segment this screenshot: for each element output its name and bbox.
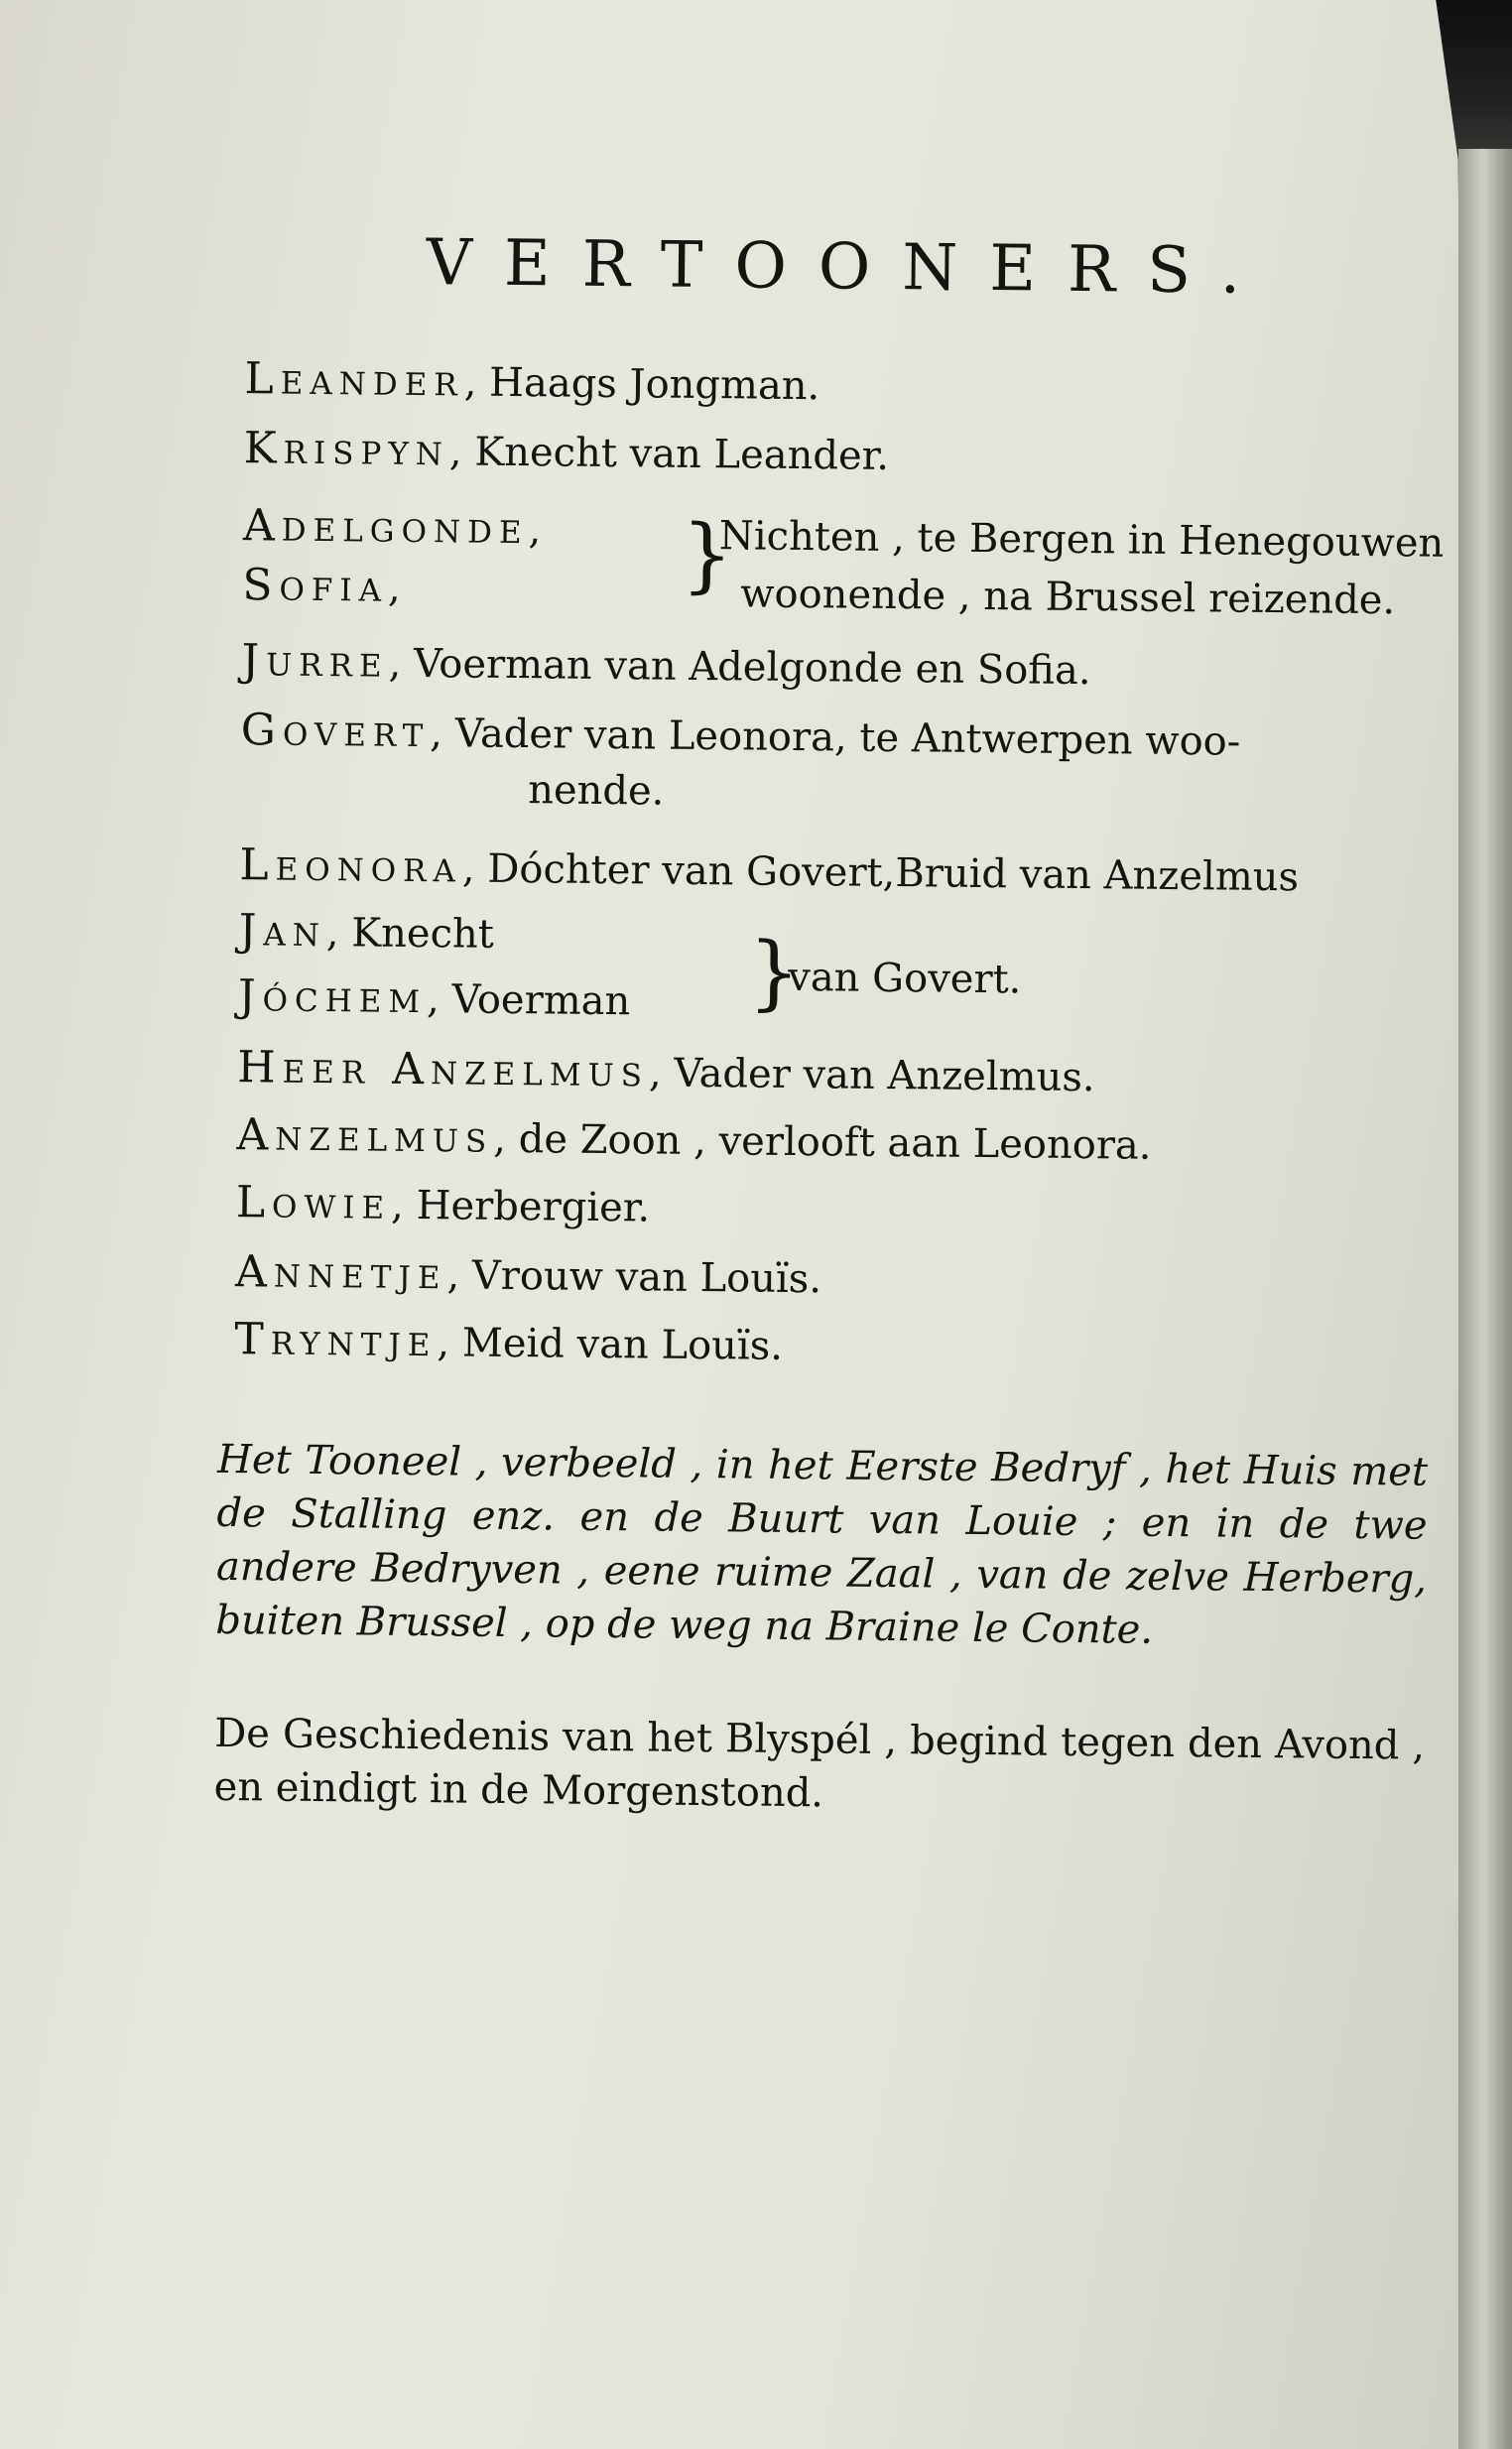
- cast-line: Adelgonde,: [242, 500, 542, 555]
- brace-icon: }: [747, 925, 801, 1021]
- cast-line: [528, 767, 665, 814]
- character-description: Knecht: [351, 910, 495, 958]
- character-name: Jurre: [241, 635, 389, 688]
- character-name: Jóchem: [237, 970, 428, 1024]
- character-description: Voerman van Adelgonde en Sofia.: [413, 640, 1091, 695]
- cast-line: Govert, Vader van Leonora, te Antwerpen woo-: [240, 705, 1241, 765]
- time-paragraph: De Geschiedenis van het Blyspél , begind tegen den Avond , en eindigt in de Morgenstond.: [213, 1710, 1426, 1817]
- page-heading: VERTOONERS.: [426, 226, 1273, 309]
- character-description: Haags Jongman.: [488, 359, 820, 410]
- brace-text: van Govert.: [788, 954, 1022, 1003]
- character-name: Jan: [238, 905, 327, 958]
- cast-line: Jóchem, Voerman: [237, 970, 631, 1025]
- character-description: Dóchter van Govert,Bruid van Anzelmus: [487, 845, 1300, 901]
- character-name: Tryntje: [234, 1314, 438, 1367]
- cast-line: Leonora, Dóchter van Govert,Bruid van Anzelmus: [239, 839, 1300, 901]
- cast-line: Lowie, Herbergier.: [235, 1177, 651, 1231]
- character-name: Leander: [244, 353, 464, 407]
- cast-line: Sofia,: [242, 560, 401, 612]
- setting-paragraph: Het Tooneel , verbeeld , in het Eerste Bedryf , het Huis met de Stalling enz. en de Buurt van Louie ; en in de twe andere Bedryven , eene ruime Zaal , van de zelve Herberg, buiten Brussel , op de weg na Braine le Conte.: [215, 1436, 1429, 1653]
- cast-line: Jurre, Voerman van Adelgonde en Sofia.: [241, 635, 1091, 695]
- character-description: Vader van Leonora, te Antwerpen woo-: [454, 710, 1241, 765]
- character-name: Sofia: [242, 560, 389, 612]
- cast-line: Jan, Knecht: [238, 905, 495, 958]
- brace-text: woonende , na Brussel reizende.: [740, 571, 1396, 624]
- character-description: nende.: [527, 767, 665, 815]
- character-description: Knecht van Leander.: [474, 429, 890, 479]
- character-name: Krispyn: [243, 423, 450, 476]
- character-name: Heer Anzelmus: [237, 1042, 650, 1097]
- character-description: Herbergier.: [416, 1183, 651, 1231]
- cast-line: Tryntje, Meid van Louïs.: [234, 1314, 784, 1369]
- cast-line: Krispyn, Knecht van Leander.: [243, 423, 890, 479]
- brace-text: Nichten , te Bergen in Henegouwen: [718, 513, 1445, 567]
- cast-line: Heer Anzelmus, Vader van Anzelmus.: [237, 1042, 1095, 1101]
- cast-line: Anzelmus, de Zoon , verlooft aan Leonora.: [236, 1109, 1152, 1169]
- cast-line: Leander, Haags Jongman.: [244, 353, 820, 410]
- character-description: Vrouw van Louïs.: [471, 1252, 822, 1303]
- character-description: Meid van Louïs.: [461, 1320, 784, 1369]
- character-name: Anzelmus: [236, 1109, 494, 1163]
- cast-line: Annetje, Vrouw van Louïs.: [234, 1246, 822, 1303]
- character-description: Voerman: [451, 976, 631, 1025]
- character-name: Annetje: [234, 1246, 447, 1300]
- character-description: de Zoon , verlooft aan Leonora.: [518, 1116, 1152, 1169]
- character-name: Govert: [240, 705, 431, 758]
- character-name: Leonora: [239, 839, 463, 893]
- character-name: Adelgonde: [242, 500, 529, 555]
- character-name: Lowie: [235, 1177, 392, 1229]
- character-description: Vader van Anzelmus.: [674, 1050, 1095, 1101]
- brace-icon: }: [681, 507, 734, 603]
